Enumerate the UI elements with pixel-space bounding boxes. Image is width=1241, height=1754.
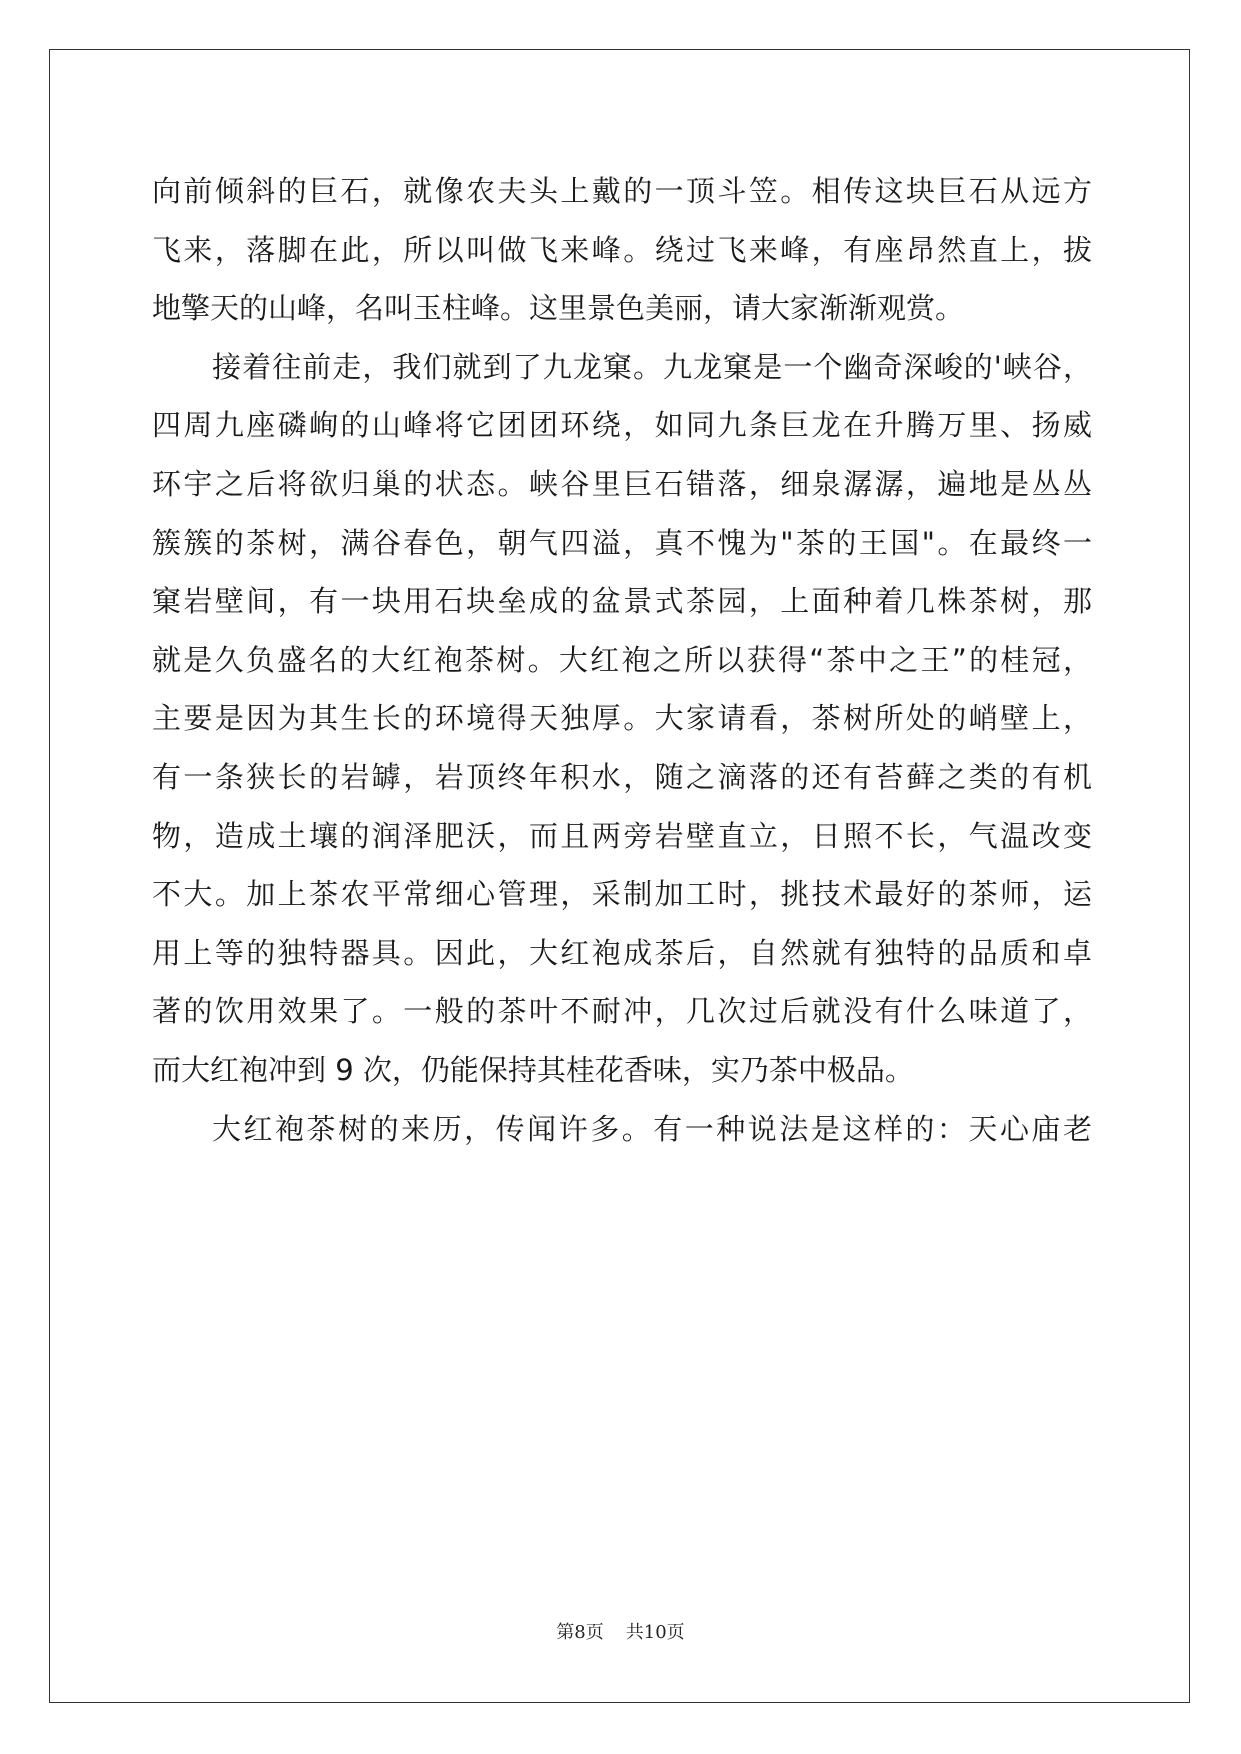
text-line-6: 环宇之后将欲归巢的状态。峡谷里巨石错落，细泉潺潺，遍地是丛丛 [152, 466, 1092, 501]
text-line-14: 用上等的独特器具。因此，大红袍成茶后，自然就有独特的品质和卓 [152, 935, 1092, 970]
text-line-2: 飞来，落脚在此，所以叫做飞来峰。绕过飞来峰，有座昂然直上，拔 [152, 232, 1092, 267]
page-footer [0, 1618, 1241, 1644]
text-line-9: 就是久负盛名的大红袍茶树。大红袍之所以获得“茶中之王”的桂冠， [152, 642, 1092, 677]
text-line-10: 主要是因为其生长的环境得天独厚。大家请看，茶树所处的峭壁上， [152, 701, 1092, 736]
text-line-3: 地擎天的山峰，名叫玉柱峰。这里景色美丽，请大家渐渐观赏。 [152, 291, 965, 326]
text-line-1: 向前倾斜的巨石，就像农夫头上戴的一顶斗笠。相传这块巨石从远方 [152, 174, 1092, 208]
text-line-13: 不大。加上茶农平常细心管理，采制加工时，挑技术最好的茶师，运 [152, 877, 1092, 912]
text-line-8: 窠岩壁间，有一块用石块垒成的盆景式茶园，上面种着几株茶树，那 [152, 584, 1092, 619]
text-line-4: 接着往前走，我们就到了九龙窠。九龙窠是一个幽奇深峻的'峡谷， [212, 349, 1092, 384]
text-line-11: 有一条狭长的岩罅，岩顶终年积水，随之滴落的还有苔藓之类的有机 [152, 759, 1092, 794]
text-line-16: 而大红袍冲到 9 次，仍能保持其桂花香味，实乃茶中极品。 [152, 1052, 914, 1087]
text-line-15: 著的饮用效果了。一般的茶叶不耐冲，几次过后就没有什么味道了， [152, 994, 1092, 1029]
text-line-17: 大红袍茶树的来历，传闻许多。有一种说法是这样的：天心庙老 [212, 1111, 1092, 1146]
text-line-5: 四周九座磷峋的山峰将它团团环绕，如同九条巨龙在升腾万里、扬威 [152, 408, 1092, 443]
text-line-7: 簇簇的茶树，满谷春色，朝气四溢，真不愧为"茶的王国"。在最终一 [152, 525, 1092, 560]
text-line-12: 物，造成土壤的润泽肥沃，而且两旁岩壁直立，日照不长，气温改变 [152, 818, 1092, 853]
page-number: 第8页 [556, 1622, 604, 1643]
document-body [152, 162, 1092, 1158]
page-total: 共10页 [625, 1622, 685, 1643]
